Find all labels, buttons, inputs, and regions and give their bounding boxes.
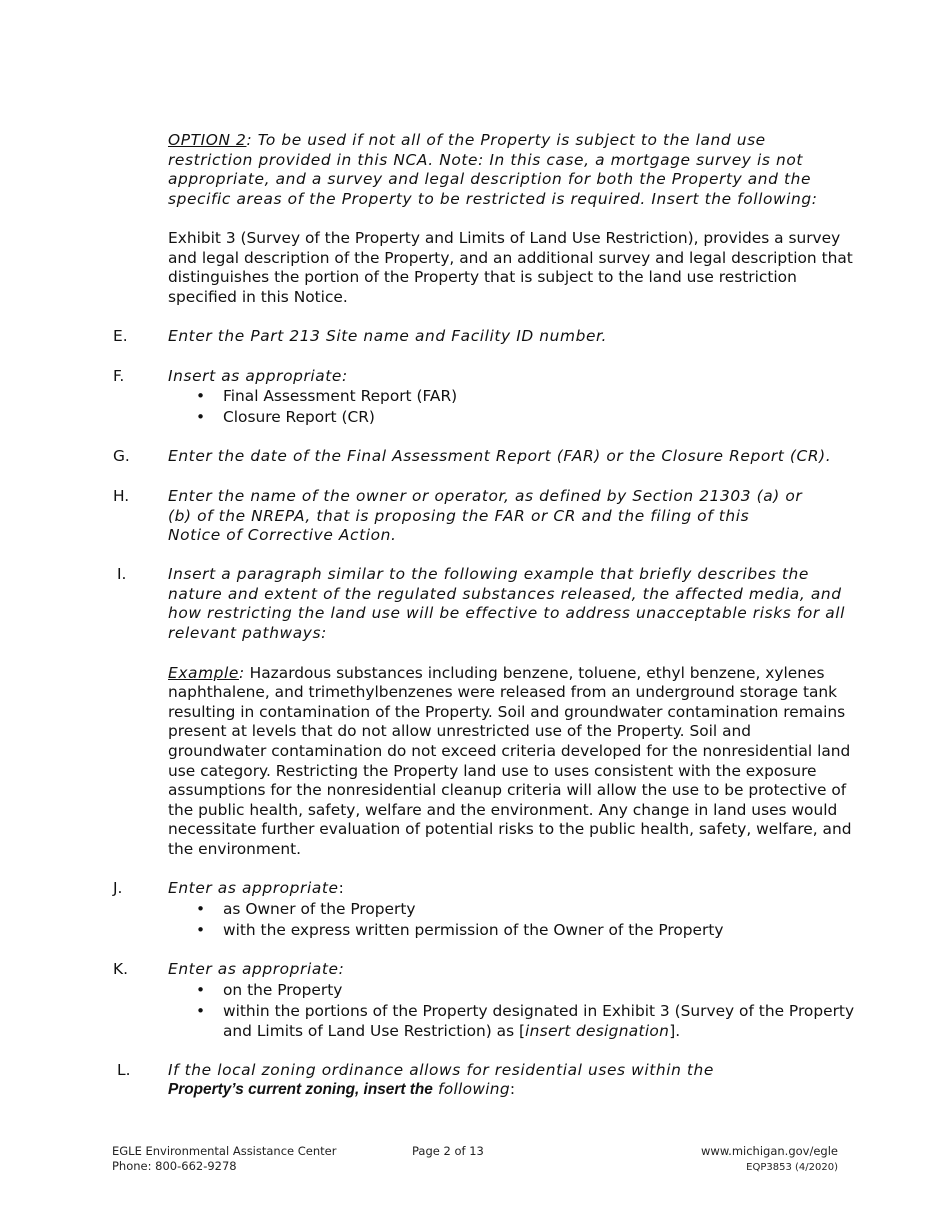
example-line-7: assumptions for the nonresidential cleanup criteria will allow the use to be protective of <box>168 781 847 799</box>
item-j-label: J. <box>113 879 123 897</box>
exhibit-line-2: and legal description of the Property, and an additional survey and legal description that <box>168 249 853 267</box>
item-k-bullet-2-line-1: within the portions of the Property designated in Exhibit 3 (Survey of the Property <box>223 1002 855 1020</box>
bullet-icon: • <box>196 921 206 939</box>
item-j-text: Enter as appropriate: <box>168 879 344 897</box>
example-line-8: the public health, safety, welfare and the environment. Any change in land uses would <box>168 801 838 819</box>
item-i-line-2: nature and extent of the regulated substances released, the affected media, and <box>168 585 842 603</box>
option2-line-2: restriction provided in this NCA. Note: In this case, a mortgage survey is not <box>168 151 803 169</box>
footer-url: www.michigan.gov/egle <box>701 1144 838 1158</box>
item-l-label: L. <box>117 1061 131 1079</box>
item-l-line-2: Property’s current zoning, insert the following: <box>168 1080 516 1098</box>
bullet-icon: • <box>196 981 206 999</box>
item-f-bullet-1: Final Assessment Report (FAR) <box>223 387 458 405</box>
item-f-text: Insert as appropriate: <box>168 367 348 385</box>
item-f-label: F. <box>113 367 125 385</box>
item-i-line-3: how restricting the land use will be effective to address unacceptable risks for all <box>168 604 846 622</box>
example-label: Example <box>168 664 239 682</box>
item-k-label: K. <box>113 960 128 978</box>
option2-line-4: specific areas of the Property to be restricted is required. Insert the following: <box>168 190 818 208</box>
example-line-4: present at levels that do not allow unrestricted use of the Property. Soil and <box>168 722 752 740</box>
item-i-line-1: Insert a paragraph similar to the following example that briefly describes the <box>168 565 809 583</box>
item-j-bullet-2: with the express written permission of the Owner of the Property <box>223 921 724 939</box>
bullet-icon: • <box>196 900 206 918</box>
exhibit-line-3: distinguishes the portion of the Property that is subject to the land use restriction <box>168 268 797 286</box>
example-line-1: Example: Hazardous substances including benzene, toluene, ethyl benzene, xylenes <box>168 664 825 682</box>
item-k-bullet-1: on the Property <box>223 981 343 999</box>
exhibit-line-1: Exhibit 3 (Survey of the Property and Limits of Land Use Restriction), provides a survey <box>168 229 841 247</box>
example-line-6: use category. Restricting the Property land use to uses consistent with the exposure <box>168 762 817 780</box>
option2-label: OPTION 2 <box>168 131 247 149</box>
example-line-5: groundwater contamination do not exceed criteria developed for the nonresidential land <box>168 742 851 760</box>
item-h-line-3: Notice of Corrective Action. <box>168 526 397 544</box>
example-line-2: naphthalene, and trimethylbenzenes were released from an underground storage tank <box>168 683 838 701</box>
item-f-bullet-2: Closure Report (CR) <box>223 408 375 426</box>
bullet-icon: • <box>196 387 206 405</box>
example-line-9: necessitate further evaluation of potential risks to the public health, safety, welfare, and <box>168 820 852 838</box>
item-l-line-1: If the local zoning ordinance allows for residential uses within the <box>168 1061 714 1079</box>
option2-line-3: appropriate, and a survey and legal description for both the Property and the <box>168 170 812 188</box>
bullet-icon: • <box>196 408 206 426</box>
item-i-label: I. <box>117 565 127 583</box>
item-h-label: H. <box>113 487 130 505</box>
footer-phone: Phone: 800-662-9278 <box>112 1159 237 1173</box>
footer-form-number: EQP3853 (4/2020) <box>746 1162 838 1173</box>
item-h-line-1: Enter the name of the owner or operator, as defined by Section 21303 (a) or <box>168 487 803 505</box>
exhibit-line-4: specified in this Notice. <box>168 288 348 306</box>
item-i-line-4: relevant pathways: <box>168 624 327 642</box>
footer-org: EGLE Environmental Assistance Center <box>112 1144 337 1158</box>
item-k-text: Enter as appropriate: <box>168 960 345 978</box>
item-j-bullet-1: as Owner of the Property <box>223 900 416 918</box>
item-e-label: E. <box>113 327 128 345</box>
option2-line-1: OPTION 2: To be used if not all of the Property is subject to the land use <box>168 131 766 149</box>
example-line-10: the environment. <box>168 840 302 858</box>
item-g-label: G. <box>113 447 130 465</box>
item-k-bullet-2-line-2: and Limits of Land Use Restriction) as [insert designation]. <box>223 1022 681 1040</box>
footer-page-number: Page 2 of 13 <box>412 1144 484 1158</box>
item-h-line-2: (b) of the NREPA, that is proposing the FAR or CR and the filing of this <box>168 507 750 525</box>
example-line-3: resulting in contamination of the Property. Soil and groundwater contamination remains <box>168 703 846 721</box>
item-g-text: Enter the date of the Final Assessment Report (FAR) or the Closure Report (CR). <box>168 447 832 465</box>
item-e-text: Enter the Part 213 Site name and Facility ID number. <box>168 327 608 345</box>
bullet-icon: • <box>196 1002 206 1020</box>
